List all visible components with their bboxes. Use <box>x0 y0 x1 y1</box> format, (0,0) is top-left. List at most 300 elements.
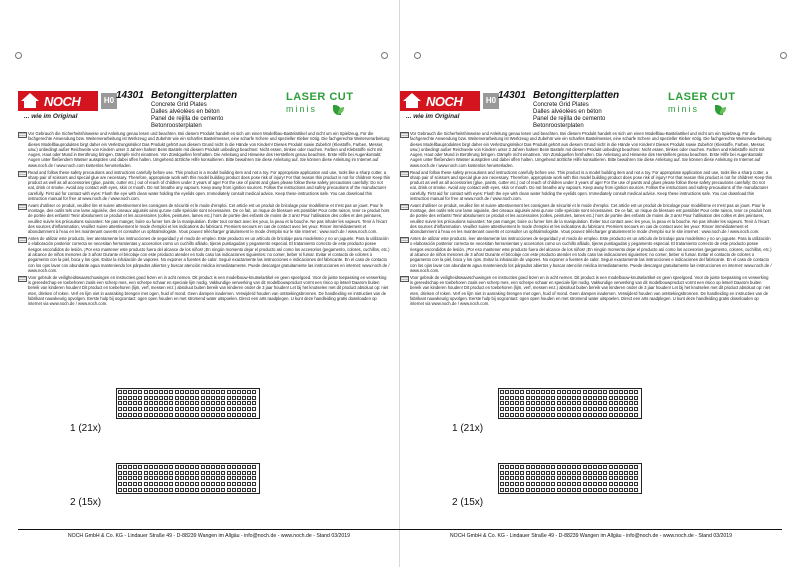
grid-hole <box>609 396 613 400</box>
grid-hole <box>629 413 633 417</box>
grid-hole <box>201 476 205 480</box>
grid-hole <box>175 413 179 417</box>
grid-hole <box>520 471 524 475</box>
grid-hole <box>252 401 256 405</box>
grid-hole <box>206 465 210 469</box>
grid-hole <box>541 471 545 475</box>
grid-hole <box>128 482 132 486</box>
grid-hole <box>567 488 571 492</box>
grid-hole <box>515 482 519 486</box>
grid-hole <box>588 401 592 405</box>
grid-hole <box>572 482 576 486</box>
grid-hole <box>634 407 638 411</box>
grid-hole <box>128 488 132 492</box>
product-subtitle: Concrete Grid Plates <box>151 102 207 108</box>
grid-hole <box>510 465 514 469</box>
grid-hole <box>190 482 194 486</box>
grid-hole <box>201 413 205 417</box>
grid-hole <box>536 482 540 486</box>
grid-hole <box>149 465 153 469</box>
grid-hole <box>206 413 210 417</box>
product-subtitle: Dalles alvéolées en béton <box>533 109 602 115</box>
grid-hole <box>551 396 555 400</box>
grid-hole <box>123 413 127 417</box>
grid-hole <box>515 407 519 411</box>
grid-hole <box>598 413 602 417</box>
grid-hole <box>634 413 638 417</box>
grid-hole <box>138 471 142 475</box>
grid-hole <box>227 471 231 475</box>
grid-hole <box>629 390 633 394</box>
grid-hole <box>232 476 236 480</box>
grid-hole <box>567 413 571 417</box>
grid-hole <box>541 465 545 469</box>
grid-hole <box>603 407 607 411</box>
grid-hole <box>572 476 576 480</box>
grid-hole <box>180 482 184 486</box>
grid-hole <box>515 465 519 469</box>
product-title: Betongitterplatten <box>151 90 238 101</box>
grid-hole <box>619 476 623 480</box>
plate-label: 1 (21x) <box>70 423 102 434</box>
grid-hole <box>562 396 566 400</box>
grid-hole <box>144 465 148 469</box>
grid-hole <box>562 401 566 405</box>
grid-hole <box>624 488 628 492</box>
grid-hole <box>500 482 504 486</box>
grid-hole <box>619 390 623 394</box>
grid-hole <box>185 471 189 475</box>
grid-hole <box>546 396 550 400</box>
grid-hole <box>609 482 613 486</box>
grid-hole <box>557 488 561 492</box>
grid-hole <box>505 413 509 417</box>
grid-hole <box>247 482 251 486</box>
grid-hole <box>526 396 530 400</box>
grid-hole <box>619 396 623 400</box>
grid-hole <box>567 401 571 405</box>
grid-hole <box>128 401 132 405</box>
grid-hole <box>515 413 519 417</box>
grid-hole <box>201 407 205 411</box>
grid-hole <box>609 390 613 394</box>
grid-hole <box>216 396 220 400</box>
grid-hole <box>164 465 168 469</box>
grid-hole <box>206 407 210 411</box>
grid-hole <box>180 390 184 394</box>
grid-hole <box>144 390 148 394</box>
grid-hole <box>237 401 241 405</box>
house-icon <box>403 93 421 101</box>
grid-hole <box>237 390 241 394</box>
grid-hole <box>603 390 607 394</box>
grid-hole <box>227 413 231 417</box>
grid-hole <box>128 476 132 480</box>
grid-hole <box>603 476 607 480</box>
grid-hole <box>221 413 225 417</box>
grid-hole <box>154 471 158 475</box>
product-subtitle: Dalles alvéolées en béton <box>151 109 220 115</box>
grid-hole <box>190 413 194 417</box>
grid-hole <box>629 488 633 492</box>
footer-divider <box>400 529 782 530</box>
grid-hole <box>546 390 550 394</box>
grid-hole <box>500 396 504 400</box>
grid-hole <box>531 401 535 405</box>
grid-hole <box>164 413 168 417</box>
grid-hole <box>123 488 127 492</box>
grid-hole <box>572 401 576 405</box>
grid-hole <box>216 413 220 417</box>
grid-hole <box>629 396 633 400</box>
grid-hole <box>221 401 225 405</box>
grid-hole <box>133 396 137 400</box>
grid-hole <box>185 465 189 469</box>
grid-hole <box>227 482 231 486</box>
grid-hole <box>551 465 555 469</box>
grid-hole <box>515 471 519 475</box>
grid-hole <box>123 471 127 475</box>
plate-label: 1 (21x) <box>452 423 484 434</box>
grid-hole <box>520 396 524 400</box>
grid-hole <box>195 488 199 492</box>
grid-hole <box>159 482 163 486</box>
grid-hole <box>515 476 519 480</box>
grid-hole <box>252 390 256 394</box>
grid-hole <box>206 476 210 480</box>
safety-paragraph-es: Antes de utilizar este producto, leer atentamente las instrucciones de seguridad y el modo de empleo. Este producto es un artículo de bricolaje para modelismo y no un juguete. Para la utilización o elaboración posterior correcta se necesitan herramientas y accesorios como un cuchillo afilado, tijeras puntiagudas y pegamento especial. El tratamiento correcto de este producto posee riesgos escondidos de lesión. ¡Por eso mantener este producto fuera del alcance de los niños! ¡En ningún momento dejar el producto así como los accesorios (pegamento, colores, cuchillos, etc.) al alcance de niños menores de 3 años! Durante el bricolaje con este producto atender en todo caso las indicaciones siguientes: no comer, beber ni fumar. Evitar el contacto de colores o pegamento con la piel, boca y los ojos. Evitar la inhalación de vapores. No exponer a fuentes de calor. Seguir exactamente las instrucciones e indicaciones del fabricante. En el caso de contacto con los ojos lavar con abundante agua manteniendo los párpados abiertos y buscar atención médica inmediatamente. Puede descargar gratuitamente las instrucciones en internet: www.noch.de / www.noch.com. <box>18 236 390 273</box>
grid-hole <box>603 465 607 469</box>
grid-hole <box>159 396 163 400</box>
grid-hole <box>520 476 524 480</box>
grid-hole <box>551 476 555 480</box>
grid-hole <box>144 396 148 400</box>
grid-hole <box>123 476 127 480</box>
grid-hole <box>515 390 519 394</box>
grid-hole <box>169 401 173 405</box>
grid-hole <box>603 413 607 417</box>
grid-hole <box>614 413 618 417</box>
grid-hole <box>531 476 535 480</box>
flag-nl-icon <box>400 276 409 282</box>
grid-hole <box>169 396 173 400</box>
footer-divider <box>18 529 400 530</box>
grid-hole <box>206 482 210 486</box>
grid-hole <box>180 488 184 492</box>
grid-hole <box>546 476 550 480</box>
grid-hole <box>232 390 236 394</box>
grid-hole <box>138 401 142 405</box>
grid-hole <box>500 401 504 405</box>
grid-hole <box>242 465 246 469</box>
grid-hole <box>520 488 524 492</box>
grid-hole <box>562 482 566 486</box>
grid-hole <box>536 465 540 469</box>
grid-hole <box>634 401 638 405</box>
grid-hole <box>541 396 545 400</box>
footer-address: NOCH GmbH & Co. KG - Lindauer Straße 49 - D-88239 Wangen im Allgäu - info@noch.de - www.noch.de - Stand 03/2019 <box>449 533 733 539</box>
grid-hole <box>557 413 561 417</box>
grid-hole <box>577 396 581 400</box>
grid-hole <box>252 482 256 486</box>
grid-hole <box>118 407 122 411</box>
grid-hole <box>180 413 184 417</box>
grid-hole <box>541 401 545 405</box>
grid-hole <box>588 488 592 492</box>
grid-hole <box>624 396 628 400</box>
grid-hole <box>206 471 210 475</box>
grid-hole <box>232 471 236 475</box>
grid-hole <box>531 396 535 400</box>
grid-hole <box>206 488 210 492</box>
grid-hole <box>598 482 602 486</box>
grid-hole <box>154 401 158 405</box>
grid-hole <box>567 471 571 475</box>
safety-paragraph-fr: Avant d'utiliser ce produit, veuillez lire et suivre attentivement les consignes de sécurité et le mode d'emploi. Cet article est un produit de bricolage pour modélisme et n'est pas un jouet. Pour le montage, des outils tels une lame aiguisée, des ciseaux aiguisés ainsi qu'une colle spéciale sont nécessaires. De ce fait, un risque de blessure est possible! Pour cette raison, tenir ce produit hors de portée des enfants! Tenir absolument ce produit et les accessoires (colles, peintures, lames etc.) hors de portée des enfants de moins de 3 ans! Pour l'utilisation des colles et des peintures, veuillez suivre les précautions suivantes: Ne pas manger, boire ou fumer lors de la manipulation. Éviter tout contact avec les yeux, la peau et la bouche. Ne pas inhaler les vapeurs. Tenir à l'écart des sources d'inflammation. Veuillez suivre attentivement le mode d'emploi et les indications du fabricant. Premiers secours en cas de contact avec les yeux: Rincer immédiatement et abondamment à l'eau en les maintenant ouverts et consulter un ophtalmologiste. Vous pouvez télécharger gratuitement le mode d'emploi sur le site internet : www.noch.de / www.noch.com. <box>400 203 772 235</box>
grid-hole <box>619 488 623 492</box>
grid-hole <box>185 396 189 400</box>
grid-hole <box>634 476 638 480</box>
grid-hole <box>216 482 220 486</box>
grid-hole <box>237 407 241 411</box>
grid-hole <box>138 488 142 492</box>
grid-hole <box>583 476 587 480</box>
grid-hole <box>159 476 163 480</box>
grid-hole <box>227 407 231 411</box>
grid-hole <box>583 396 587 400</box>
grid-hole <box>562 413 566 417</box>
grid-hole <box>603 401 607 405</box>
grid-hole <box>154 482 158 486</box>
grid-hole <box>614 396 618 400</box>
grid-hole <box>195 476 199 480</box>
grid-hole <box>159 488 163 492</box>
grid-hole <box>242 396 246 400</box>
grid-hole <box>227 465 231 469</box>
grid-hole <box>247 390 251 394</box>
grid-hole <box>123 482 127 486</box>
grid-hole <box>634 482 638 486</box>
grid-hole <box>598 407 602 411</box>
grid-hole <box>614 482 618 486</box>
grid-hole <box>577 401 581 405</box>
grid-hole <box>619 465 623 469</box>
grid-hole <box>634 396 638 400</box>
grid-hole <box>572 413 576 417</box>
grid-hole <box>526 471 530 475</box>
grid-hole <box>520 465 524 469</box>
grid-hole <box>211 465 215 469</box>
grid-hole <box>551 488 555 492</box>
grid-hole <box>169 390 173 394</box>
grid-hole <box>164 488 168 492</box>
grid-hole <box>211 401 215 405</box>
grid-hole <box>159 390 163 394</box>
grid-hole <box>123 390 127 394</box>
grid-hole <box>510 390 514 394</box>
grid-hole <box>593 413 597 417</box>
grid-hole <box>551 482 555 486</box>
grid-hole <box>551 401 555 405</box>
grid-hole <box>169 471 173 475</box>
footer-address: NOCH GmbH & Co. KG - Lindauer Straße 49 - D-88239 Wangen im Allgäu - info@noch.de - www.noch.de - Stand 03/2019 <box>67 533 351 539</box>
grid-hole <box>154 465 158 469</box>
grid-hole <box>588 482 592 486</box>
safety-paragraph-fr: Avant d'utiliser ce produit, veuillez lire et suivre attentivement les consignes de sécurité et le mode d'emploi. Cet article est un produit de bricolage pour modélisme et n'est pas un jouet. Pour le montage, des outils tels une lame aiguisée, des ciseaux aiguisés ainsi qu'une colle spéciale sont nécessaires. De ce fait, un risque de blessure est possible! Pour cette raison, tenir ce produit hors de portée des enfants! Tenir absolument ce produit et les accessoires (colles, peintures, lames etc.) hors de portée des enfants de moins de 3 ans! Pour l'utilisation des colles et des peintures, veuillez suivre les précautions suivantes: Ne pas manger, boire ou fumer lors de la manipulation. Éviter tout contact avec les yeux, la peau et la bouche. Ne pas inhaler les vapeurs. Tenir à l'écart des sources d'inflammation. Veuillez suivre attentivement le mode d'emploi et les indications du fabricant. Premiers secours en cas de contact avec les yeux: Rincer immédiatement et abondamment à l'eau en les maintenant ouverts et consulter un ophtalmologiste. Vous pouvez télécharger gratuitement le mode d'emploi sur le site internet : www.noch.de / www.noch.com. <box>18 203 390 235</box>
grid-hole <box>128 407 132 411</box>
grid-hole <box>175 390 179 394</box>
grid-hole <box>232 465 236 469</box>
grid-hole <box>505 407 509 411</box>
grid-hole <box>577 471 581 475</box>
grid-hole <box>232 413 236 417</box>
grid-hole <box>577 407 581 411</box>
grid-hole <box>598 465 602 469</box>
grid-hole <box>247 476 251 480</box>
grid-hole <box>526 465 530 469</box>
grid-hole <box>505 488 509 492</box>
grid-hole <box>546 471 550 475</box>
grid-hole <box>531 471 535 475</box>
grid-hole <box>614 407 618 411</box>
grid-hole <box>154 407 158 411</box>
grid-hole <box>567 465 571 469</box>
grid-hole <box>242 401 246 405</box>
grid-hole <box>531 482 535 486</box>
grid-hole <box>614 476 618 480</box>
grid-hole <box>242 488 246 492</box>
grid-hole <box>149 476 153 480</box>
grid-hole <box>185 476 189 480</box>
grid-hole <box>252 471 256 475</box>
product-subtitle: Concrete Grid Plates <box>533 102 589 108</box>
grid-hole <box>180 471 184 475</box>
grid-hole <box>593 390 597 394</box>
grid-hole <box>211 413 215 417</box>
grid-hole <box>588 471 592 475</box>
grid-hole <box>149 482 153 486</box>
grid-hole <box>609 401 613 405</box>
grid-hole <box>541 390 545 394</box>
grid-hole <box>123 407 127 411</box>
grid-hole <box>144 482 148 486</box>
safety-paragraph-nl: Voor gebruik de veiligheidswaarschuwingen en instructies goed lezen en in acht nemen. Dit product is een modelbouw-knutselartikel en geen speelgoed. Voor de juiste toepassing en verwerking is gereedschap en toebehoren zoals een scherp mes, een scherpe schaar en speciale lijm nodig. Vakkundige verwerking van dit modelbouwproduct vormt een risico op letsel! Daarom buiten bereik van kinderen houden! Dit product en toebehoren (lijm, verf, messen enz.) absoluut buiten bereik van kinderen onder de 3 jaar houden! Let bij het knutselen met dit product absoluut op: niet eten, drinken of roken. Verf en lijm niet in aanraking brengen met ogen, huid of mond. Geen dampen inademen. Verwijderd houden van ontstekingsbronnen. De handleiding en instructies van de fabrikant nauwkeurig opvolgen. Eerste hulp bij oogcontact: ogen open houden en met stromend water uitspoelen. Direct een arts raadplegen. U kunt deze handleiding gratis downloaden op internet via www.noch.de / www.noch.com. <box>400 275 772 307</box>
grid-hole <box>629 465 633 469</box>
grid-hole <box>531 390 535 394</box>
grid-hole <box>505 482 509 486</box>
grid-hole <box>175 482 179 486</box>
grid-hole <box>583 407 587 411</box>
grid-hole <box>154 488 158 492</box>
grid-hole <box>149 396 153 400</box>
grid-hole <box>201 482 205 486</box>
grid-hole <box>515 401 519 405</box>
grid-hole <box>128 390 132 394</box>
grid-hole <box>164 407 168 411</box>
grid-hole <box>237 465 241 469</box>
grid-hole <box>144 471 148 475</box>
grid-hole <box>154 396 158 400</box>
grid-hole <box>510 396 514 400</box>
grid-hole <box>118 488 122 492</box>
grid-hole <box>242 390 246 394</box>
grid-hole <box>237 482 241 486</box>
grid-hole <box>526 401 530 405</box>
grid-hole <box>190 396 194 400</box>
grid-hole <box>541 413 545 417</box>
product-subtitle: Panel de rejilla de cemento <box>533 116 606 122</box>
grid-hole <box>624 390 628 394</box>
grid-hole <box>577 413 581 417</box>
grid-hole <box>237 488 241 492</box>
grid-hole <box>211 471 215 475</box>
grid-hole <box>206 396 210 400</box>
grid-hole <box>510 482 514 486</box>
grid-hole <box>598 401 602 405</box>
grid-hole <box>634 488 638 492</box>
grid-hole <box>572 390 576 394</box>
grid-hole <box>598 488 602 492</box>
grid-hole <box>510 476 514 480</box>
grid-hole <box>619 482 623 486</box>
grid-hole <box>175 401 179 405</box>
grid-hole <box>221 488 225 492</box>
scale-badge: H0 <box>101 93 117 109</box>
grid-hole <box>520 401 524 405</box>
grid-hole <box>252 413 256 417</box>
grid-hole <box>531 488 535 492</box>
grid-hole <box>562 476 566 480</box>
grid-hole <box>520 390 524 394</box>
grid-hole <box>201 401 205 405</box>
grid-hole <box>598 390 602 394</box>
grid-hole <box>526 488 530 492</box>
grid-hole <box>562 471 566 475</box>
grid-hole <box>588 413 592 417</box>
grid-plate-1 <box>498 388 642 419</box>
grid-hole <box>588 465 592 469</box>
grid-hole <box>159 413 163 417</box>
grid-hole <box>551 413 555 417</box>
grid-hole <box>572 396 576 400</box>
grid-hole <box>211 488 215 492</box>
grid-hole <box>515 488 519 492</box>
grid-hole <box>164 476 168 480</box>
grid-hole <box>609 476 613 480</box>
grid-hole <box>175 488 179 492</box>
grid-hole <box>593 407 597 411</box>
grid-hole <box>546 413 550 417</box>
grid-hole <box>629 476 633 480</box>
grid-hole <box>169 482 173 486</box>
grid-hole <box>551 407 555 411</box>
grid-hole <box>624 401 628 405</box>
grid-plate-2 <box>498 463 642 494</box>
grid-hole <box>247 413 251 417</box>
grid-hole <box>175 471 179 475</box>
flag-fr-icon <box>18 204 27 210</box>
grid-hole <box>164 390 168 394</box>
safety-paragraph-nl: Voor gebruik de veiligheidswaarschuwingen en instructies goed lezen en in acht nemen. Dit product is een modelbouw-knutselartikel en geen speelgoed. Voor de juiste toepassing en verwerking is gereedschap en toebehoren zoals een scherp mes, een scherpe schaar en speciale lijm nodig. Vakkundige verwerking van dit modelbouwproduct vormt een risico op letsel! Daarom buiten bereik van kinderen houden! Dit product en toebehoren (lijm, verf, messen enz.) absoluut buiten bereik van kinderen onder de 3 jaar houden! Let bij het knutselen met dit product absoluut op: niet eten, drinken of roken. Verf en lijm niet in aanraking brengen met ogen, huid of mond. Geen dampen inademen. Verwijderd houden van ontstekingsbronnen. De handleiding en instructies van de fabrikant nauwkeurig opvolgen. Eerste hulp bij oogcontact: ogen open houden en met stromend water uitspoelen. Direct een arts raadplegen. U kunt deze handleiding gratis downloaden op internet via www.noch.de / www.noch.com. <box>18 275 390 307</box>
grid-hole <box>185 482 189 486</box>
grid-hole <box>500 476 504 480</box>
grid-hole <box>138 390 142 394</box>
grid-hole <box>603 471 607 475</box>
grid-hole <box>629 401 633 405</box>
grid-hole <box>562 488 566 492</box>
grid-hole <box>242 407 246 411</box>
grid-hole <box>624 465 628 469</box>
